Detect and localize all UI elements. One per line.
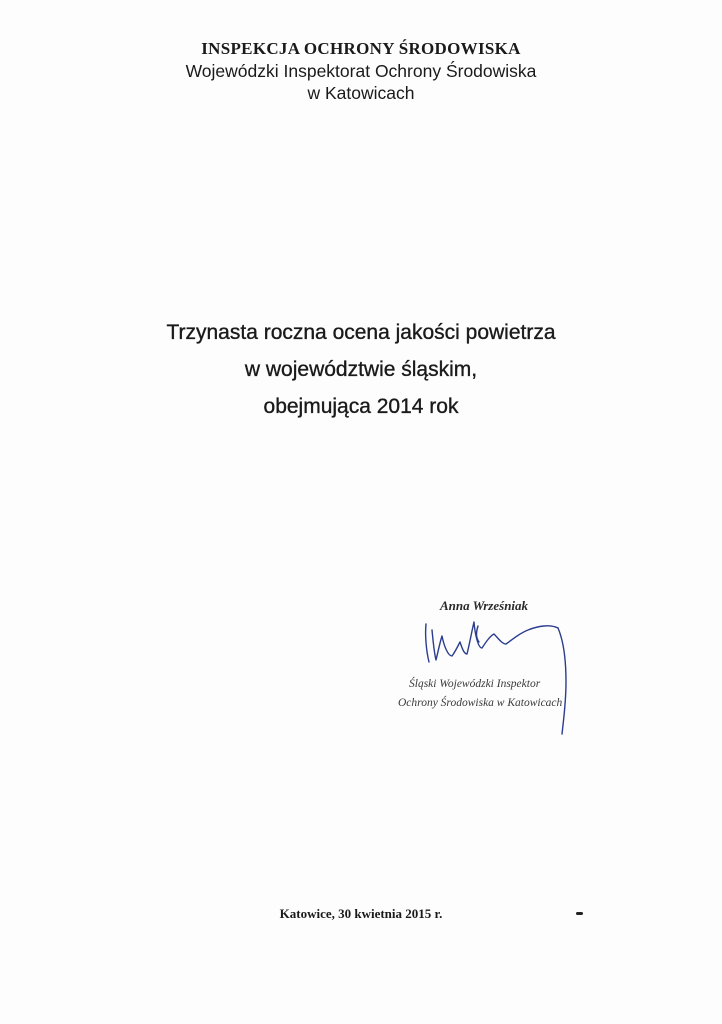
signatory-role-line1: Śląski Wojewódzki Inspektor [409,678,541,690]
title-line2: w województwie śląskim, [244,358,478,381]
title-line1: Trzynasta roczna ocena jakości powietrza [166,321,556,344]
signatory-role-line2: Ochrony Środowiska w Katowicach [398,697,563,709]
title-line3: obejmująca 2014 rok [263,395,459,418]
office-name-line1: Wojewódzki Inspektorat Ochrony Środowiska [185,61,537,81]
handwritten-signature [418,612,578,742]
signatory-name: Anna Wrześniak [440,598,529,613]
document-title [0,314,722,425]
document-header [0,38,722,104]
scan-speck [576,912,583,915]
agency-name: INSPEKCJA OCHRONY ŚRODOWISKA [201,39,521,58]
place-and-date: Katowice, 30 kwietnia 2015 r. [279,906,443,921]
office-name-line2: w Katowicach [307,83,415,103]
